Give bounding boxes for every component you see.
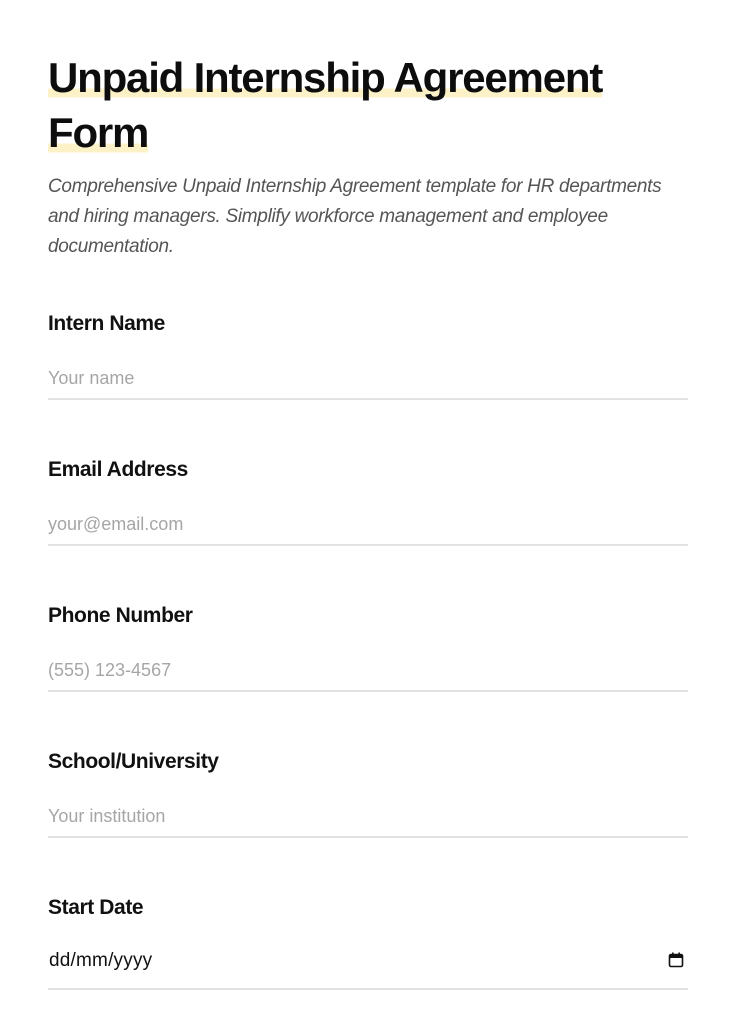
page-title — [48, 0, 688, 160]
phone-field — [48, 602, 688, 692]
start-date-input[interactable] — [48, 946, 688, 990]
school-field — [48, 748, 688, 838]
intern-name-input[interactable] — [48, 358, 688, 400]
page-subtitle: Comprehensive Unpaid Internship Agreement template for HR departments and hiring managers. Simplify workforce management and employee documentation. — [48, 176, 662, 257]
title-line-1: Unpaid Internship Agreement — [48, 54, 603, 101]
intern-name-field — [48, 310, 688, 400]
school-label: School/University — [48, 750, 219, 773]
phone-label: Phone Number — [48, 604, 193, 627]
title-line-2: Form — [48, 109, 149, 156]
calendar-icon[interactable] — [668, 952, 684, 968]
email-input[interactable] — [48, 504, 688, 546]
start-date-value: dd/mm/yyyy — [49, 950, 153, 971]
email-field — [48, 456, 688, 546]
start-date-label: Start Date — [48, 896, 144, 919]
email-label: Email Address — [48, 458, 188, 481]
school-input[interactable] — [48, 796, 688, 838]
start-date-field — [48, 894, 688, 990]
phone-input[interactable] — [48, 650, 688, 692]
intern-name-label: Intern Name — [48, 312, 165, 335]
